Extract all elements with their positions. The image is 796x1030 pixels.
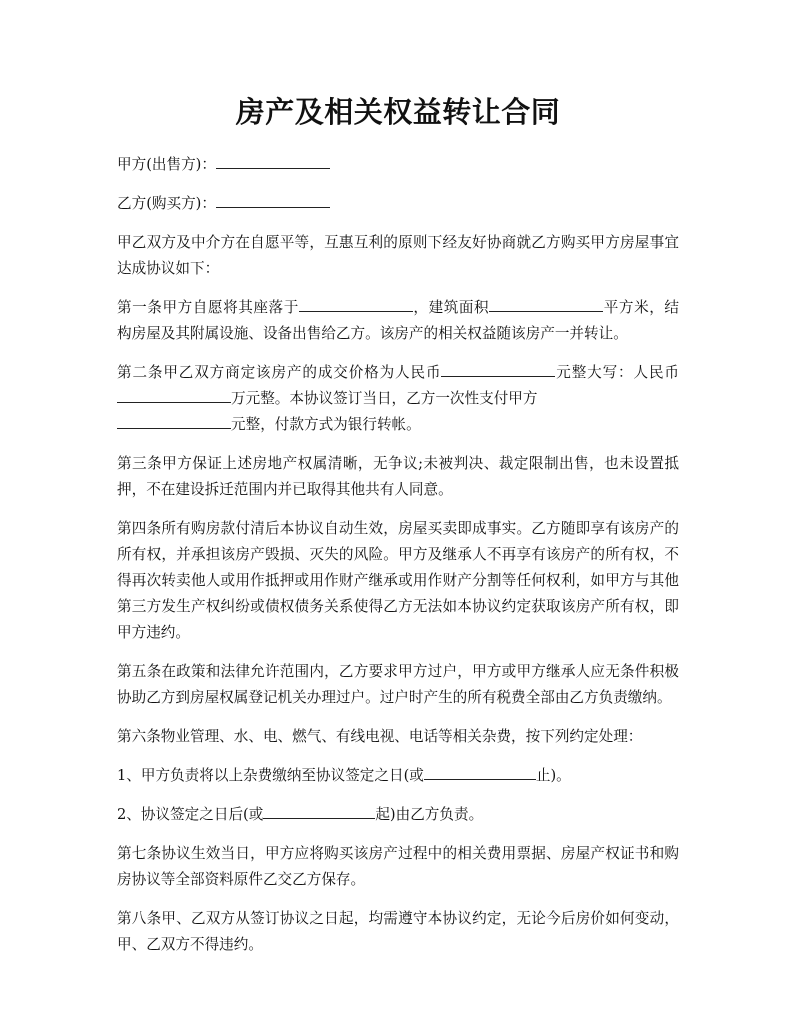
price-uppercase-blank [117,387,231,403]
article-6-item-1 [117,763,679,789]
article-1-text-a: 第一条甲方自愿将其座落于 [117,299,299,316]
party-b-blank [216,192,330,208]
fee-start-date-blank [263,803,375,819]
party-a-line [117,152,679,178]
article-6: 第六条物业管理、水、电、燃气、有线电视、电话等相关杂费，按下列约定处理： [117,728,643,745]
article-2 [117,360,679,438]
item-1-text-a: 1、甲方负责将以上杂费缴纳至协议签定之日(或 [117,767,424,784]
price-blank [441,361,555,377]
party-b-line [117,191,679,217]
item-2-text-a: 2、协议签定之日后(或 [117,806,264,823]
payment-blank [117,413,231,429]
location-blank [299,296,413,312]
party-a-blank [216,153,330,169]
article-1-text-c: 平方米，结构房屋及其附属设施、设备出售给乙方。该房产的相关权益随该房产一并转让。 [117,299,679,342]
article-2-text-c: 万元整。本协议签订当日，乙方一次性支付甲方 [231,390,538,407]
article-4: 第四条所有购房款付清后本协议自动生效，房屋买卖即成事实。乙方随即享有该房产的所有权，并承担该房产毁损、灭失的风险。甲方及继承人不再享有该房产的所有权，不得再次转卖他人或用作抵押或用作财产继承或用作财产分割等任何权利，如甲方与其他第三方发生产权纠纷或债权债务关系使得乙方无法如本协议约定获取该房产所有权，即甲方违约。 [117,520,679,641]
article-8: 第八条甲、乙双方从签订协议之日起，均需遵守本协议约定，无论今后房价如何变动，甲、乙双方不得违约。 [117,910,679,953]
article-7: 第七条协议生效当日，甲方应将购买该房产过程中的相关费用票据、房屋产权证书和购房协议等全部资料原件乙交乙方保存。 [117,845,679,888]
article-2-text-d: 元整，付款方式为银行转帐。 [231,416,421,433]
article-6-item-2 [117,802,679,828]
article-1 [117,295,679,347]
article-2-text-b: 元整大写：人民币 [555,364,679,381]
party-b-label: 乙方(购买方)： [117,195,216,212]
document-title: 房产及相关权益转让合同 [235,95,561,129]
item-2-text-b: 起)由乙方负责。 [375,806,484,823]
party-a-label: 甲方(出售方)： [117,156,216,173]
intro-paragraph: 甲乙双方及中介方在自愿平等，互惠互利的原则下经友好协商就乙方购买甲方房屋事宜达成协议如下： [117,234,679,277]
item-1-text-b: 止)。 [535,767,571,784]
fee-end-date-blank [424,764,536,780]
article-1-text-b: ，建筑面积 [412,299,490,316]
article-2-text-a: 第二条甲乙双方商定该房产的成交价格为人民币 [117,364,442,381]
document-body [117,152,679,958]
area-blank [489,296,603,312]
article-5: 第五条在政策和法律允许范围内，乙方要求甲方过户，甲方或甲方继承人应无条件积极协助乙方到房屋权属登记机关办理过户。过户时产生的所有税费全部由乙方负责缴纳。 [117,663,679,706]
article-3: 第三条甲方保证上述房地产权属清晰，无争议;未被判决、裁定限制出售，也未设置抵押，不在建设拆迁范围内并已取得其他共有人同意。 [117,455,679,498]
